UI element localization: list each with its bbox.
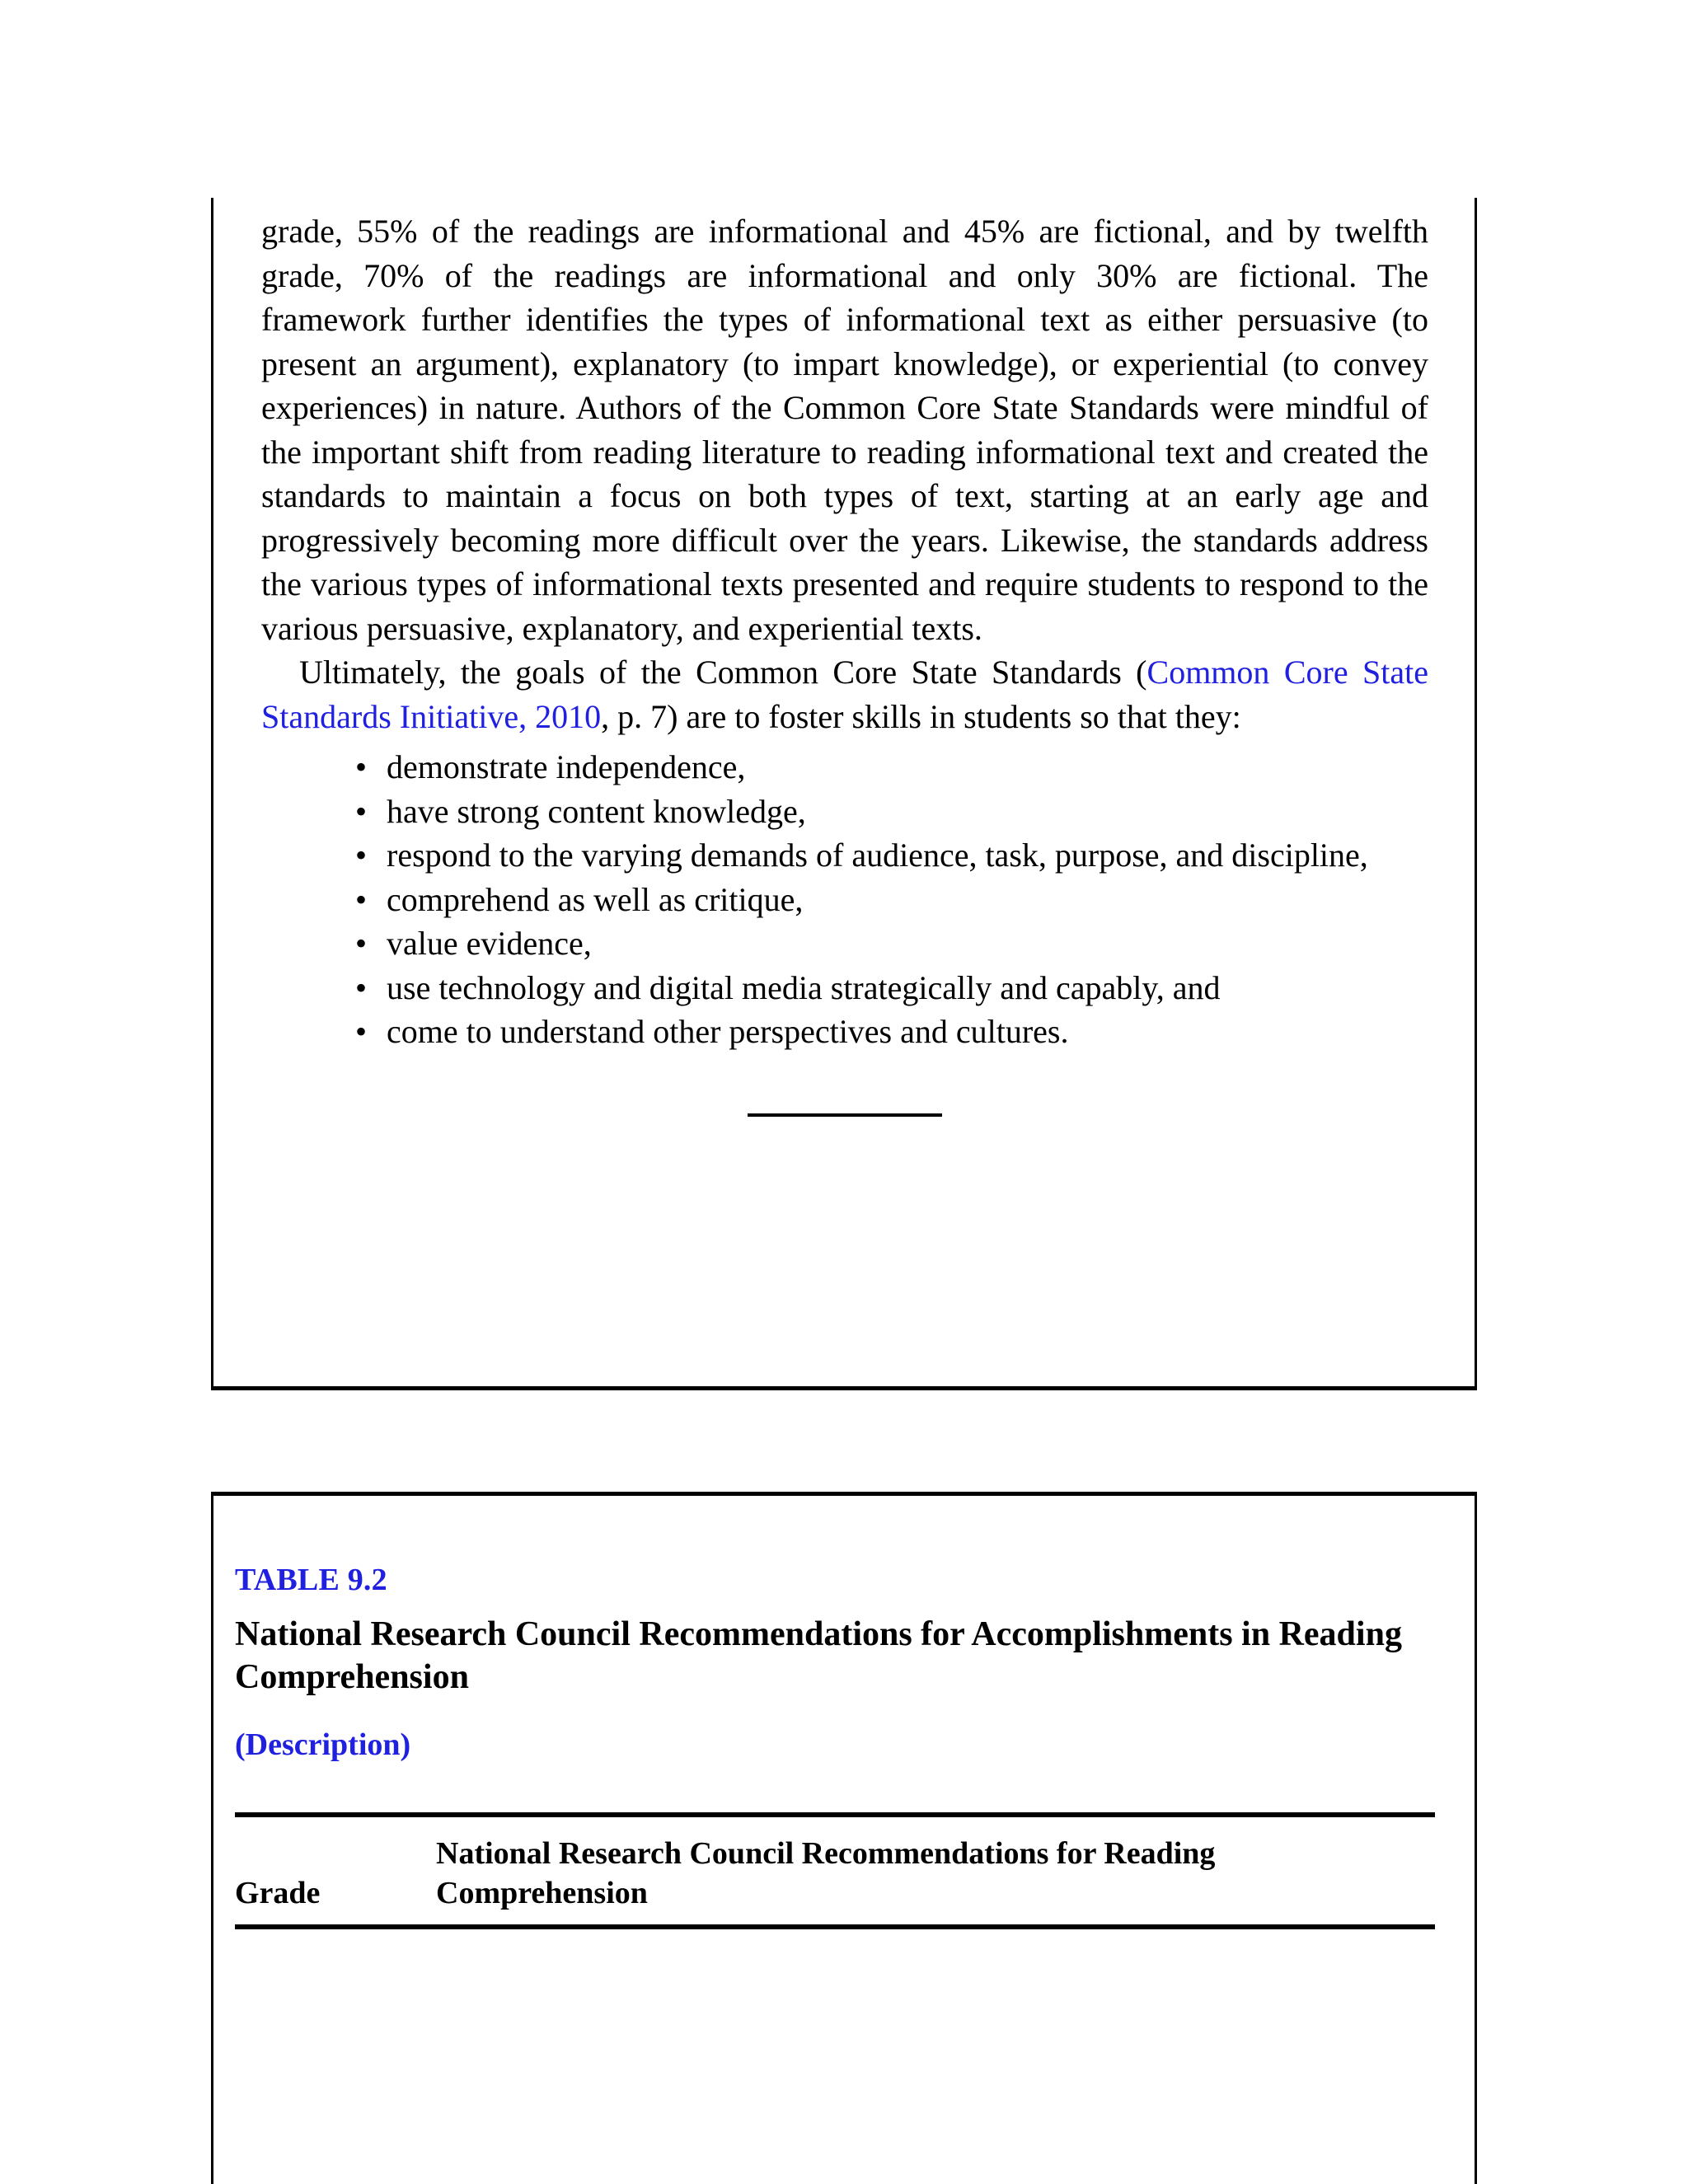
goal-list-item: • demonstrate independence, [261,745,1428,790]
body-text-box-inner [213,198,1475,1117]
goal-list-item: • value evidence, [261,921,1428,966]
goal-list-item: • comprehend as well as critique, [261,878,1428,922]
table-header-row [235,1817,1435,1924]
text-run: , p. 7) are to foster skills in students so that they: [601,697,1241,735]
column-header-recommendation: National Research Council Recommendations for Reading Comprehension [436,1836,1216,1910]
table-number-label[interactable]: TABLE 9.2 [235,1563,387,1597]
paragraph-continued [261,209,1428,650]
goal-list-item: • respond to the varying demands of audience, task, purpose, and discipline, [261,833,1428,878]
text-run: Ultimately, the goals of the Common Core State Standards ( [299,654,1147,691]
text-run: grade, 55% of the readings are informational and 45% are fictional, and by twelfth grade, 70% of the readings are informational and only 30% are fictional. The framework further identifies the types of informational text as either persuasive (to present an argument), explanatory (to impart knowledge), or experiential (to convey experiences) in nature. Authors of the Common Core State Standards were mindful of the important shift from reading literature to reading informational text and created the standards to maintain a focus on both types of text, starting at an early age and progressively becoming more difficult over the years. Likewise, the standards address the various types of informational texts presented and require students to respond to the various persuasive, explanatory, and experiential texts. [261,213,1428,647]
goal-list-item: • come to understand other perspectives and cultures. [261,1010,1428,1054]
goal-list-item: • have strong content knowledge, [261,790,1428,834]
paragraph-goals-intro [261,650,1428,738]
citation-link[interactable]: Common Core State Standards Initiative, 2010 [261,654,1429,735]
table-body-empty-area [235,1929,1435,2094]
recommendations-table [235,1817,1435,1924]
table-header [235,1817,1435,1924]
section-separator-rule [748,1113,942,1117]
table-box [211,1492,1477,2184]
column-header-grade: Grade [235,1876,321,1910]
table-box-inner [213,1562,1475,2094]
goal-list-item: • use technology and digital media strategically and capably, and [261,966,1428,1010]
table-title: National Research Council Recommendations for Accomplishments in Reading Comprehension [235,1615,1402,1696]
goals-bullet-list [261,745,1428,1054]
table-description-link[interactable]: (Description) [235,1727,411,1762]
body-text-box [211,198,1477,1390]
